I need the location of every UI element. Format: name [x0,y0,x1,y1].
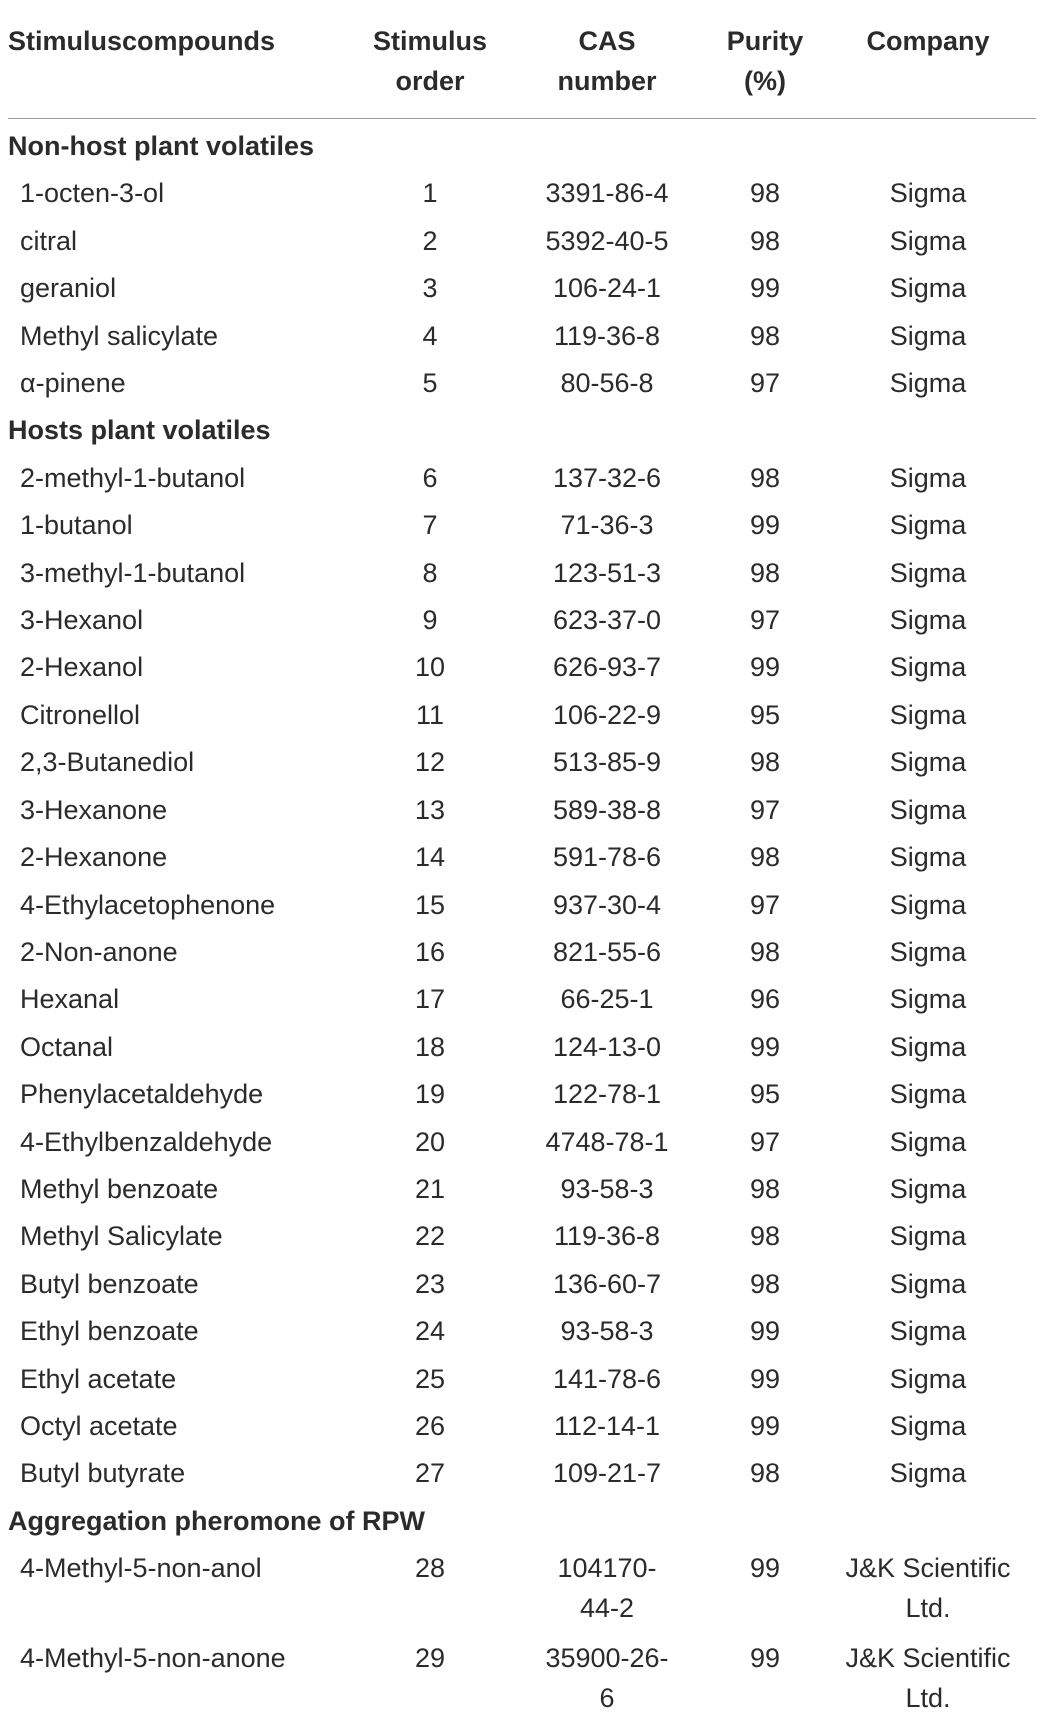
table-row [8,1403,1036,1450]
header-cas [504,0,710,119]
cell-purity: 97 [749,889,781,920]
table-row [8,1545,1036,1635]
cell-purity: 99 [749,510,781,541]
stimulus-compounds-table [8,0,1036,1714]
cell-company: Sigma [889,1079,967,1110]
cell-compound: geraniol [20,273,117,304]
cell-company: Sigma [889,225,967,256]
cell-company: Sigma [889,462,967,493]
header-order [356,0,504,119]
cell-company: Sigma [889,1410,967,1441]
cell-order: 22 [414,1221,446,1252]
cell-order: 21 [414,1173,446,1204]
cell-cas: 119-36-8 [553,320,661,351]
cell-cas-line1: 104170- [557,1553,657,1584]
cell-company: Sigma [889,1268,967,1299]
cell-company: Sigma [889,842,967,873]
cell-purity: 98 [749,320,781,351]
table-header [8,0,1036,119]
cell-company: Sigma [889,794,967,825]
cell-compound: 1-octen-3-ol [20,178,165,209]
cell-compound: Methyl benzoate [20,1173,219,1204]
cell-cas-line2: 6 [599,1683,615,1714]
cell-cas: 5392-40-5 [545,225,669,256]
cell-order: 3 [422,273,438,304]
table-row [8,1356,1036,1403]
cell-cas: 3391-86-4 [545,178,669,209]
cell-compound: α-pinene [20,368,126,399]
table-row [8,550,1036,597]
section-title: Non-host plant volatiles [8,131,315,161]
cell-compound: Citronellol [20,699,141,730]
cell-purity: 98 [749,936,781,967]
table-row [8,739,1036,786]
cell-purity: 98 [749,747,781,778]
cell-cas: 119-36-8 [553,1221,661,1252]
table-row [8,597,1036,644]
cell-purity: 99 [749,652,781,683]
cell-cas: 937-30-4 [552,889,662,920]
cell-order: 16 [414,936,446,967]
table-row [8,218,1036,265]
cell-purity: 98 [749,1458,781,1489]
cell-order: 4 [422,320,438,351]
cell-order: 28 [414,1553,446,1584]
cell-cas [504,1545,710,1635]
header-company: Company [820,0,1036,119]
cell-cas: 106-22-9 [552,699,662,730]
cell-order: 15 [414,889,446,920]
cell-cas: 71-36-3 [560,510,654,541]
cell-order: 12 [414,747,446,778]
cell-purity: 98 [749,557,781,588]
cell-purity: 95 [749,699,781,730]
cell-compound: 2-Hexanol [20,652,144,683]
cell-compound: Octanal [20,1031,114,1062]
cell-company: Sigma [889,984,967,1015]
table-row [8,1635,1036,1714]
cell-compound: 3-Hexanone [20,794,168,825]
table-row [8,1024,1036,1071]
table-row [8,644,1036,691]
cell-cas: 626-93-7 [552,652,662,683]
cell-order: 13 [414,794,446,825]
header-order-line1: Stimulus [372,26,487,56]
cell-cas: 513-85-9 [552,747,662,778]
cell-order: 29 [414,1643,446,1674]
table-row [8,265,1036,312]
cell-purity: 97 [749,368,781,399]
header-compound: Stimuluscompounds [8,0,356,119]
cell-purity: 98 [749,1221,781,1252]
cell-compound: 4-Methyl-5-non-anol [20,1553,262,1584]
cell-compound: 3-Hexanol [20,605,144,636]
cell-compound: Methyl Salicylate [20,1221,223,1252]
cell-compound: citral [20,225,78,256]
cell-purity: 99 [749,1410,781,1441]
cell-company: Sigma [889,747,967,778]
cell-company: Sigma [889,889,967,920]
cell-cas-line1: 35900-26- [545,1643,669,1674]
cell-compound: Butyl benzoate [20,1268,199,1299]
cell-cas: 141-78-6 [552,1363,662,1394]
cell-purity: 99 [749,273,781,304]
cell-order: 20 [414,1126,446,1157]
cell-cas: 623-37-0 [552,605,662,636]
cell-order: 6 [422,462,438,493]
cell-company: Sigma [889,1126,967,1157]
section-title: Hosts plant volatiles [8,415,271,446]
cell-purity: 95 [749,1079,781,1110]
cell-purity: 97 [749,794,781,825]
cell-company [820,1545,1036,1635]
cell-order: 8 [422,557,438,588]
cell-cas: 93-58-3 [560,1316,654,1347]
table-row [8,929,1036,976]
header-cas-line1: CAS [578,26,636,56]
cell-company: Sigma [889,605,967,636]
header-order-line2: order [395,66,465,96]
section-row [8,407,1036,454]
table-row [8,787,1036,834]
cell-company: Sigma [889,652,967,683]
table-row [8,976,1036,1023]
cell-compound: Ethyl acetate [20,1363,177,1394]
cell-company: Sigma [889,1316,967,1347]
cell-purity: 99 [749,1363,781,1394]
cell-order: 18 [414,1031,446,1062]
cell-compound: 2-methyl-1-butanol [20,462,246,493]
section-title: Aggregation pheromone of RPW [8,1505,425,1536]
cell-cas [504,1635,710,1714]
cell-order: 2 [422,225,438,256]
cell-company: Sigma [889,178,967,209]
cell-company: Sigma [889,1221,967,1252]
table-row [8,1261,1036,1308]
cell-cas: 80-56-8 [560,368,654,399]
header-purity-line1: Purity [726,26,804,56]
table-row [8,170,1036,217]
cell-compound: 2,3-Butanediol [20,747,195,778]
cell-purity: 98 [749,225,781,256]
table-row [8,1308,1036,1355]
cell-order: 27 [414,1458,446,1489]
cell-purity: 97 [749,605,781,636]
cell-purity: 99 [749,1316,781,1347]
cell-purity: 98 [749,178,781,209]
cell-order: 11 [415,699,445,730]
table-row [8,502,1036,549]
cell-cas-line2: 44-2 [579,1593,635,1624]
cell-compound: 4-Methyl-5-non-anone [20,1643,286,1674]
cell-company: Sigma [889,936,967,967]
header-cas-line2: number [557,66,657,96]
cell-order: 14 [414,842,446,873]
table-row [8,692,1036,739]
table-row [8,1166,1036,1213]
cell-compound: Hexanal [20,984,120,1015]
cell-order: 19 [414,1079,446,1110]
cell-company-line1: J&K Scientific [845,1553,1011,1584]
cell-order: 25 [414,1363,446,1394]
cell-compound: Octyl acetate [20,1410,178,1441]
cell-compound: 3-methyl-1-butanol [20,557,246,588]
cell-purity: 99 [749,1031,781,1062]
cell-cas: 124-13-0 [552,1031,662,1062]
cell-order: 5 [422,368,438,399]
cell-company [820,1635,1036,1714]
cell-company: Sigma [889,368,967,399]
cell-cas: 137-32-6 [552,462,662,493]
cell-order: 9 [422,605,438,636]
cell-company: Sigma [889,1173,967,1204]
section-row [8,123,1036,170]
cell-compound: 2-Non-anone [20,936,178,967]
cell-order: 1 [422,178,438,209]
cell-order: 26 [414,1410,446,1441]
table-row [8,1213,1036,1260]
cell-company-line1: J&K Scientific [845,1643,1011,1674]
cell-order: 23 [414,1268,446,1299]
cell-company-line2: Ltd. [905,1593,951,1624]
cell-company: Sigma [889,557,967,588]
cell-order: 17 [414,984,446,1015]
cell-company: Sigma [889,510,967,541]
cell-cas: 136-60-7 [552,1268,662,1299]
cell-company: Sigma [889,320,967,351]
header-row [8,0,1036,119]
cell-cas: 109-21-7 [552,1458,662,1489]
cell-purity: 96 [749,984,781,1015]
table-row [8,360,1036,407]
cell-compound: Methyl salicylate [20,320,219,351]
cell-purity: 98 [749,842,781,873]
cell-cas: 106-24-1 [552,273,662,304]
header-purity [710,0,820,119]
cell-order: 7 [422,510,438,541]
cell-cas: 4748-78-1 [545,1126,669,1157]
cell-purity: 98 [749,462,781,493]
cell-cas: 66-25-1 [560,984,654,1015]
cell-cas: 93-58-3 [560,1173,654,1204]
cell-cas: 122-78-1 [552,1079,662,1110]
cell-cas: 123-51-3 [552,557,662,588]
cell-compound: Butyl butyrate [20,1458,186,1489]
cell-company: Sigma [889,1458,967,1489]
table-row [8,313,1036,360]
table-row [8,1450,1036,1497]
cell-purity: 99 [749,1553,781,1584]
table-row [8,1119,1036,1166]
cell-purity: 97 [749,1126,781,1157]
cell-compound: Ethyl benzoate [20,1316,199,1347]
cell-compound: Phenylacetaldehyde [20,1079,264,1110]
table-row [8,455,1036,502]
table-row [8,882,1036,929]
cell-purity: 98 [749,1268,781,1299]
table-row [8,834,1036,881]
header-purity-line2: (%) [744,66,786,96]
cell-company: Sigma [889,273,967,304]
cell-company: Sigma [889,699,967,730]
cell-compound: 4-Ethylacetophenone [20,889,276,920]
cell-company-line2: Ltd. [905,1683,951,1714]
cell-purity: 98 [749,1173,781,1204]
cell-cas: 589-38-8 [552,794,662,825]
cell-company: Sigma [889,1031,967,1062]
table-body [8,119,1036,1714]
cell-cas: 821-55-6 [552,936,662,967]
cell-cas: 591-78-6 [552,842,662,873]
cell-order: 24 [414,1316,446,1347]
cell-compound: 1-butanol [20,510,133,541]
section-row [8,1498,1036,1545]
cell-purity: 99 [749,1643,781,1674]
cell-compound: 4-Ethylbenzaldehyde [20,1126,273,1157]
cell-order: 10 [414,652,446,683]
table-row [8,1071,1036,1118]
cell-cas: 112-14-1 [553,1410,661,1441]
cell-compound: 2-Hexanone [20,842,168,873]
cell-company: Sigma [889,1363,967,1394]
